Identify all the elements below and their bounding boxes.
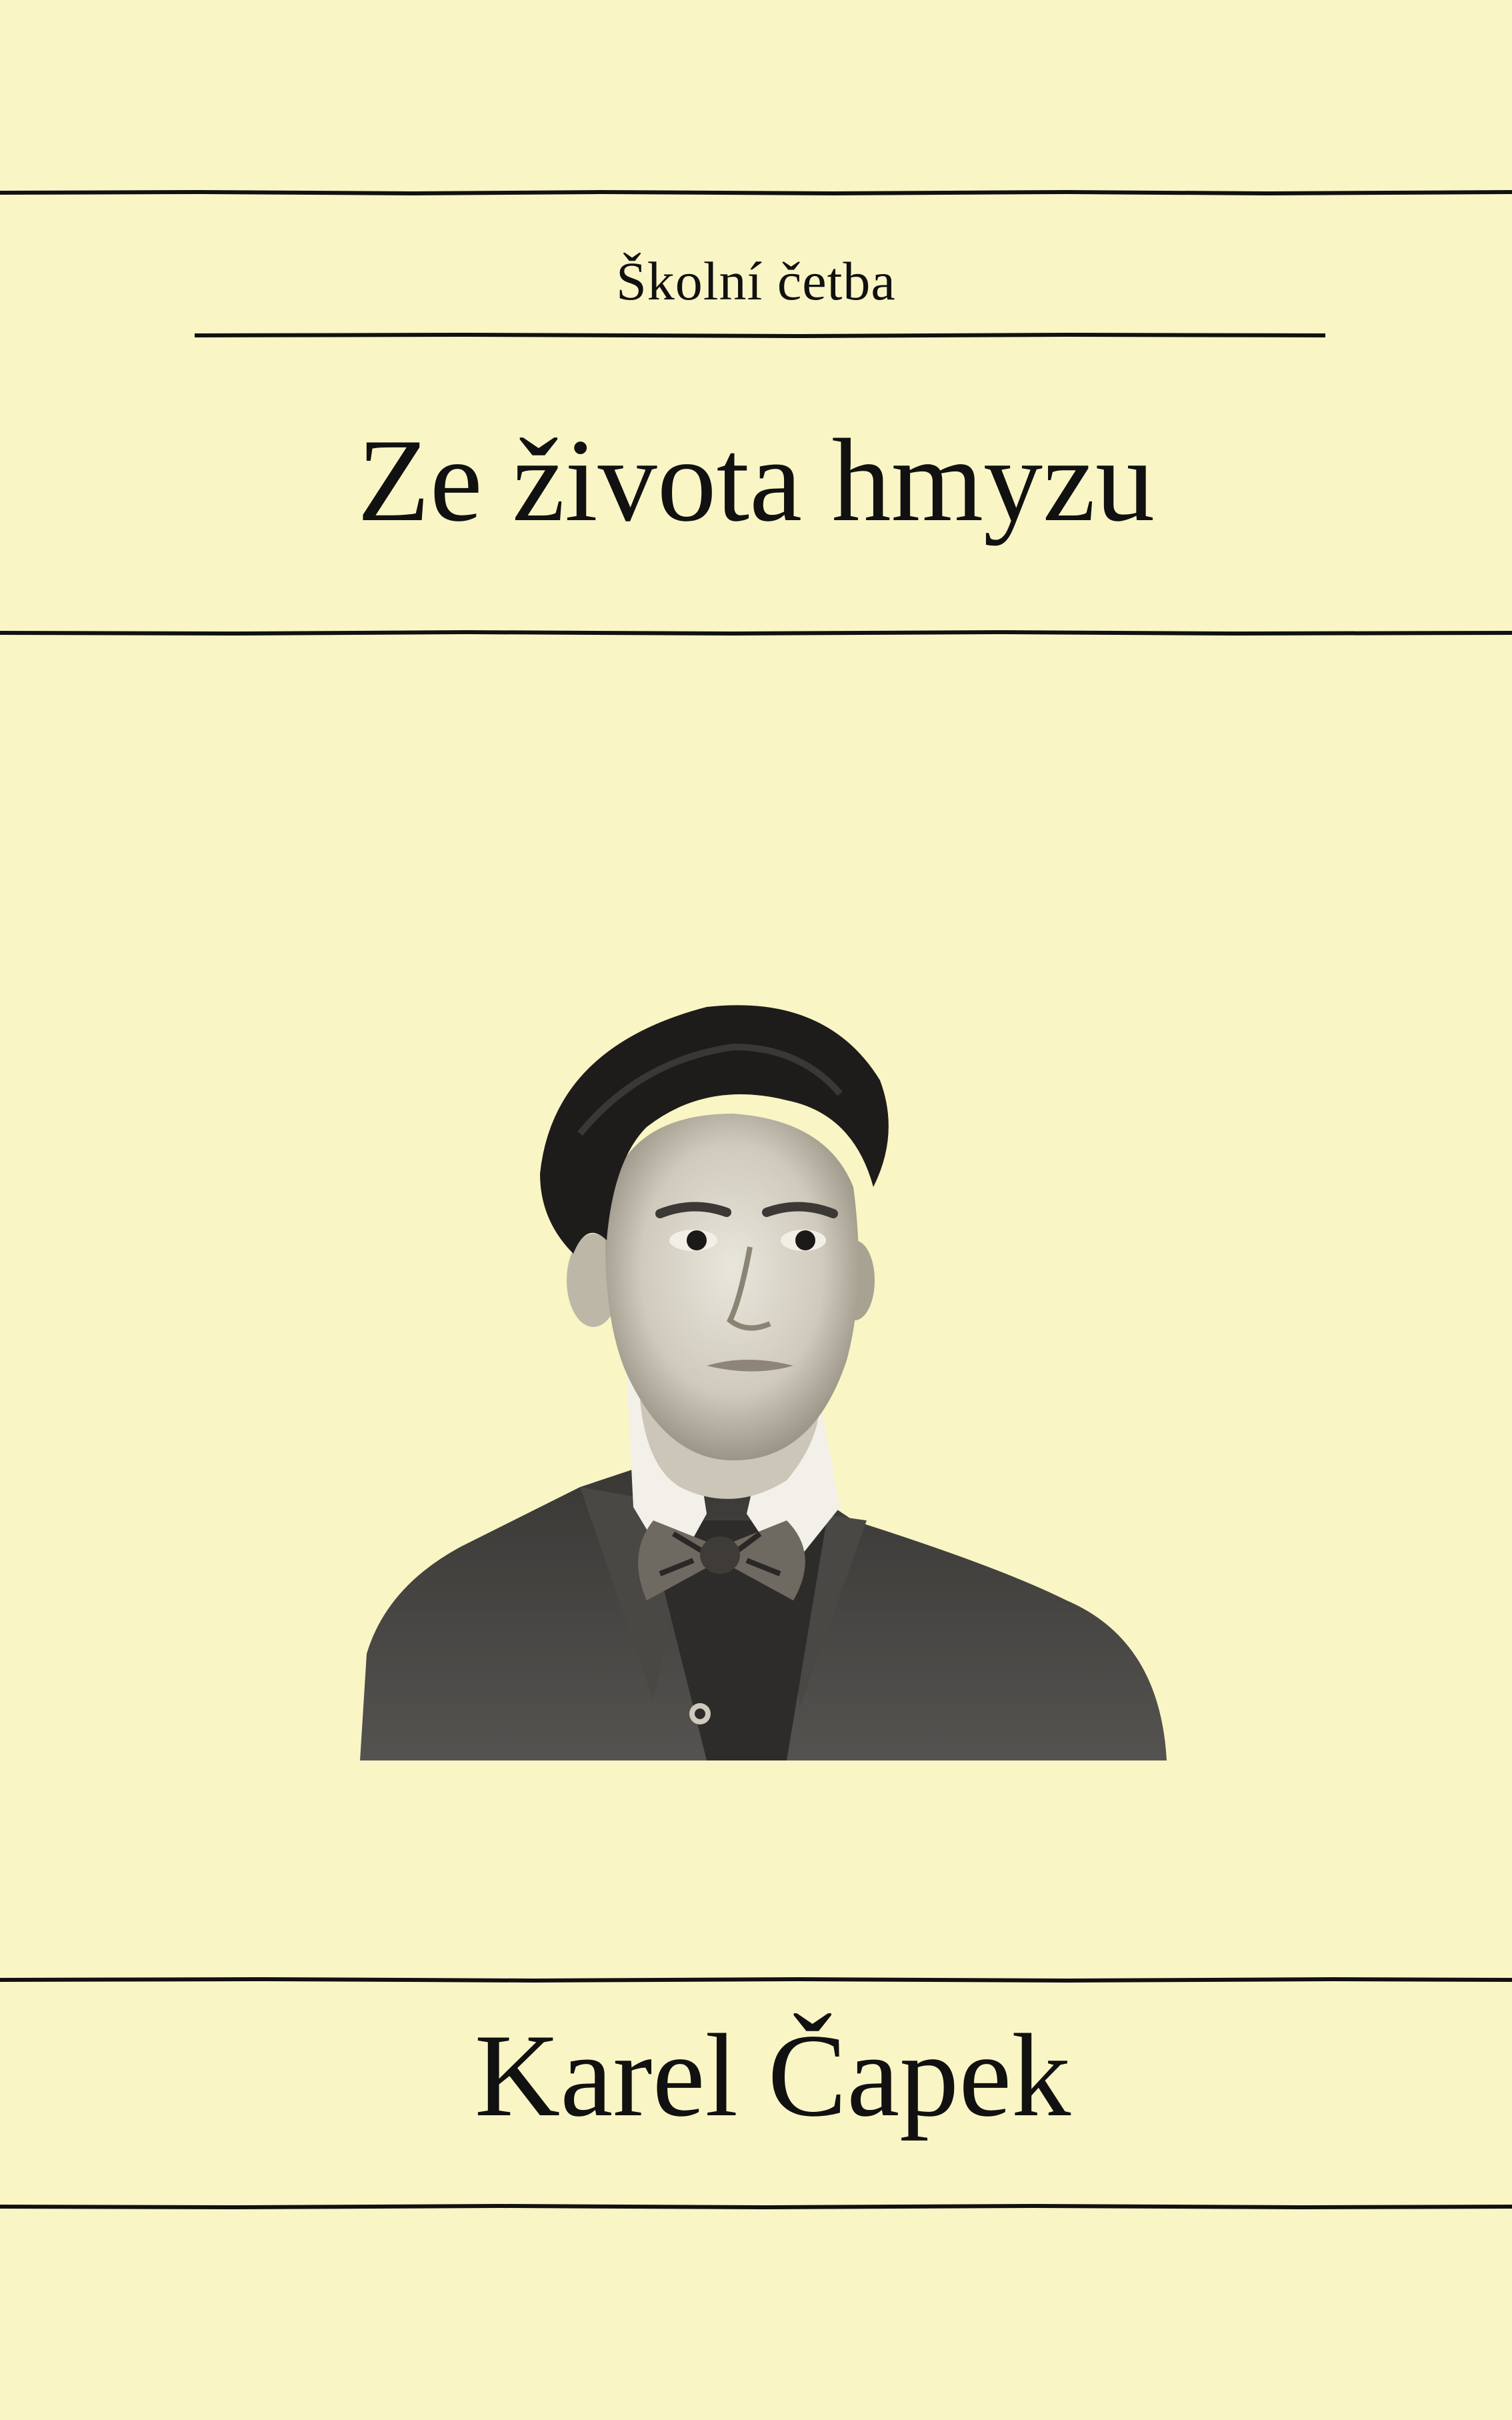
book-title: Ze života hmyzu	[357, 414, 1155, 546]
top-rule	[0, 188, 1512, 197]
author-portrait	[360, 1000, 1173, 1767]
series-label: Školní četba	[616, 251, 896, 311]
series-rule	[0, 331, 1512, 340]
author-top-rule	[0, 1975, 1512, 1985]
bottom-rule	[0, 2202, 1512, 2211]
title-rule	[0, 628, 1512, 638]
author-name: Karel Čapek	[474, 2009, 1071, 2141]
